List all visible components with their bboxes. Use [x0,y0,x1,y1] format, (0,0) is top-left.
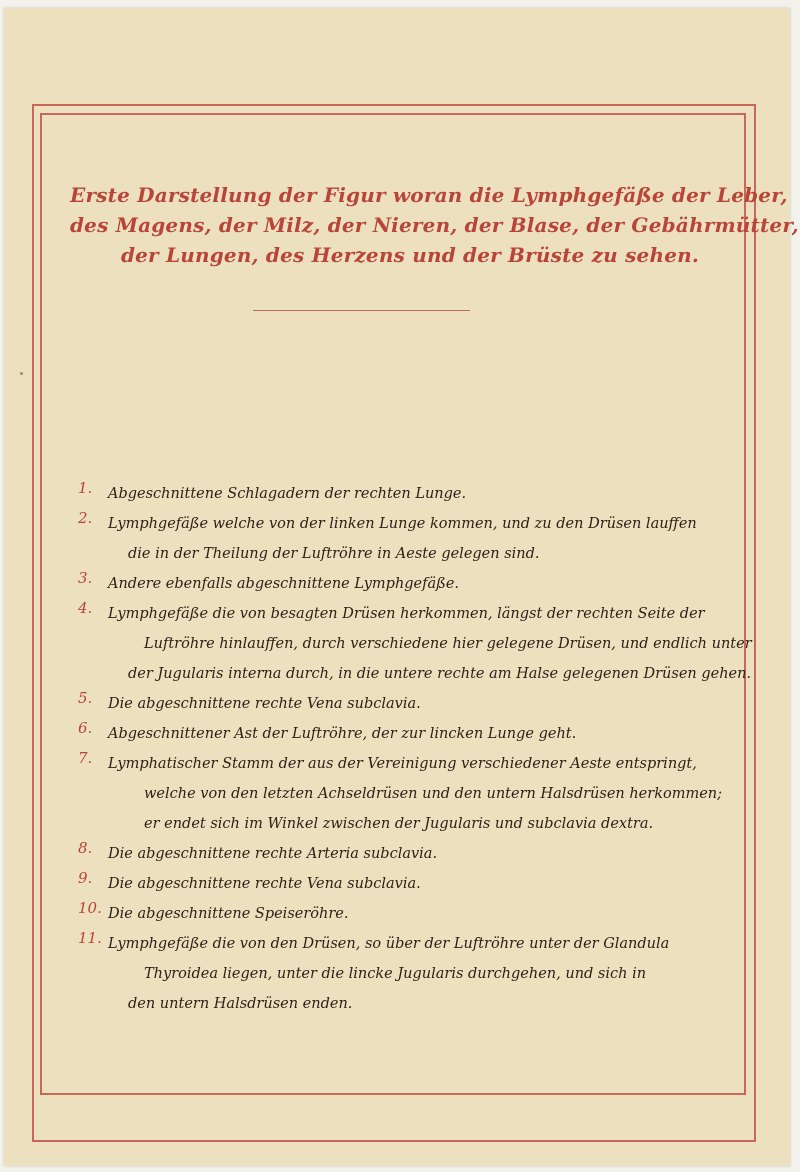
entry-number: 6. [78,719,93,737]
entry-number: 5. [78,689,93,707]
page-title [70,180,799,270]
entry-number: 4. [78,599,93,617]
title-underline [253,310,470,311]
entry-number: 9. [78,869,93,887]
legend-entry-7 [78,749,748,839]
entry-text-continued: er endet sich im Winkel zwischen der Jugularis und subclavia dextra. [144,816,654,832]
entry-text-continued: die in der Theilung der Luftröhre in Aeste gelegen sind. [128,546,540,562]
legend-entry-6 [78,719,748,749]
entry-text-continued: der Jugularis interna durch, in die untere rechte am Halse gelegenen Drüsen gehen. [128,666,752,682]
entry-text-continued: welche von den letzten Achseldrüsen und den untern Halsdrüsen herkommen; [144,786,723,802]
ink-speck [20,372,23,375]
legend-entry-5 [78,689,748,719]
legend-entry-3 [78,569,748,599]
title-line: der Lungen, des Herzens und der Brüste zu sehen. [120,243,700,267]
entry-number: 8. [78,839,93,857]
entry-text-continued: Thyroidea liegen, unter die lincke Jugularis durchgehen, und sich in [144,966,647,982]
title-line: des Magens, der Milz, der Nieren, der Blase, der Gebährmütter, [70,213,799,237]
entry-number: 1. [78,479,93,497]
entry-text: Lymphgefäße welche von der linken Lunge kommen, und zu den Drüsen lauffen [108,516,697,532]
entry-text: Die abgeschnittene rechte Vena subclavia. [108,876,421,892]
legend-entry-2 [78,509,748,569]
entry-number: 2. [78,509,93,527]
entry-text: Abgeschnittener Ast der Luftröhre, der zur lincken Lunge geht. [108,726,577,742]
legend-entry-10 [78,899,748,929]
entry-text: Die abgeschnittene rechte Arteria subclavia. [108,846,438,862]
legend-entry-9 [78,869,748,899]
entry-text: Abgeschnittene Schlagadern der rechten Lunge. [108,486,467,502]
entry-number: 3. [78,569,93,587]
legend-entry-11 [78,929,748,1019]
entry-text-continued: Luftröhre hinlauffen, durch verschiedene hier gelegene Drüsen, und endlich unter [144,636,752,652]
entry-number: 11. [78,929,102,947]
legend-entry-4 [78,599,752,689]
entry-number: 7. [78,749,93,767]
entry-number: 10. [78,899,102,917]
title-line: Erste Darstellung der Figur woran die Lymphgefäße der Leber, [70,183,788,207]
entry-text: Die abgeschnittene Speiseröhre. [108,906,349,922]
legend-list [78,479,752,1019]
entry-text-continued: den untern Halsdrüsen enden. [128,996,353,1012]
entry-text: Andere ebenfalls abgeschnittene Lymphgefäße. [108,576,460,592]
entry-text: Lymphgefäße die von den Drüsen, so über der Luftröhre unter der Glandula [108,936,670,952]
entry-text: Die abgeschnittene rechte Vena subclavia. [108,696,421,712]
legend-entry-8 [78,839,748,869]
legend-entry-1 [78,479,748,509]
entry-text: Lymphgefäße die von besagten Drüsen herkommen, längst der rechten Seite der [108,606,705,622]
entry-text: Lymphatischer Stamm der aus der Vereinigung verschiedener Aeste entspringt, [108,756,697,772]
